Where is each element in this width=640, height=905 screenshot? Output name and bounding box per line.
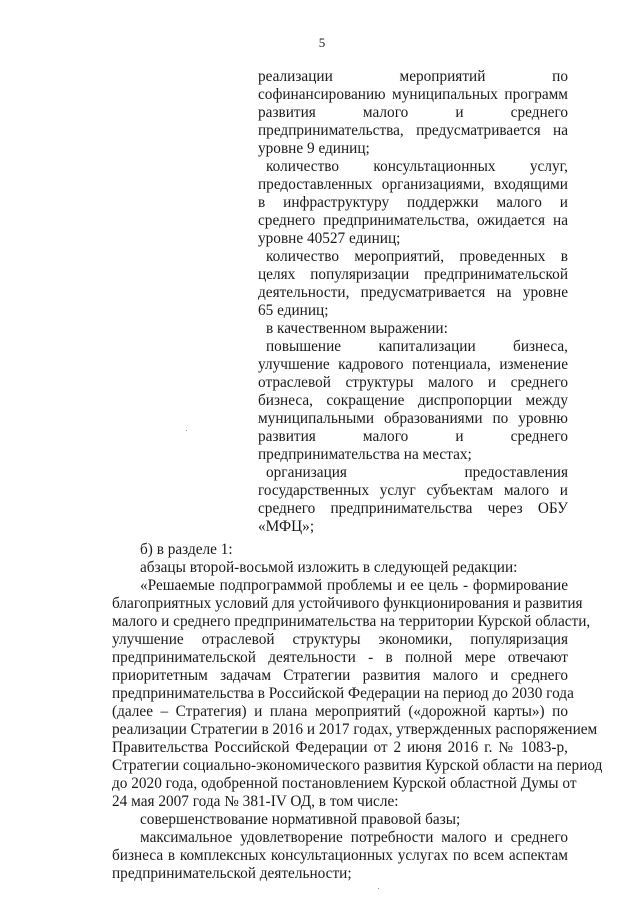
column-line: «МФЦ»; [258,518,315,535]
column-line: организация предоставления [266,464,568,481]
body-line: реализации Стратегии в 2016 и 2017 годах, утвержденных распоряжением [112,721,598,738]
column-line: деятельности, предусматривается на уровне [258,284,568,301]
column-line: уровне 9 единиц; [258,140,370,157]
body-line: «Решаемые подпрограммой проблемы и ее цель - формирование [140,577,568,594]
column-line: государственных услуг субъектам малого и [258,482,568,499]
page-number: 5 [318,35,326,50]
column-line: количество мероприятий, проведенных в [266,248,568,265]
body-line: б) в разделе 1: [140,541,233,558]
column-line: предпринимательства, предусматривается на [258,122,568,139]
column-line: софинансированию муниципальных программ [258,86,568,103]
column-line: среднего предпринимательства, ожидается на [258,212,568,229]
body-line: предпринимательской деятельности; [112,865,352,882]
column-line: улучшение кадрового потенциала, изменение [258,356,568,373]
body-line: малого и среднего предпринимательства на территории Курской области, [112,613,591,630]
column-line: количество консультационных услуг, [266,158,568,175]
body-line: совершенствование нормативной правовой базы; [140,811,461,828]
body-line: Правительства Российской Федерации от 2 июня 2016 г. № 1083-р, [112,739,568,756]
scan-speck [186,430,187,431]
scan-speck [378,888,379,889]
column-line: в качественном выражении: [266,320,448,337]
body-line: максимальное удовлетворение потребности малого и среднего [140,829,568,846]
column-line: отраслевой структуры малого и среднего [258,374,568,391]
column-line: бизнеса, сокращение диспропорции между [258,392,568,409]
column-line: целях популяризации предпринимательской [258,266,568,283]
column-line: в инфраструктуру поддержки малого и [258,194,568,211]
column-line: муниципальными образованиями по уровню [258,410,568,427]
column-line: развития малого и среднего [258,428,568,445]
column-line: 65 единиц; [258,302,329,319]
body-line: Стратегии социально-экономического развития Курской области на период [112,757,603,774]
column-line: среднего предпринимательства через ОБУ [258,500,568,517]
body-line: предпринимательства в Российской Федерации на период до 2030 года [112,685,574,702]
column-line: предпринимательства на местах; [258,446,472,463]
body-line: предпринимательской деятельности - в полной мере отвечают [112,649,568,666]
column-line: развития малого и среднего [258,104,568,121]
body-line: бизнеса в комплексных консультационных услугах по всем аспектам [112,847,568,864]
body-line: до 2020 года, одобренной постановлением Курской областной Думы от [112,775,577,792]
body-line: абзацы второй-восьмой изложить в следующей редакции: [140,559,518,576]
column-line: уровне 40527 единиц; [258,230,401,247]
body-line: (далее – Стратегия) и плана мероприятий («дорожной карты») по [112,703,568,720]
column-line: повышение капитализации бизнеса, [266,338,568,355]
column-line: предоставленных организациями, входящими [258,176,568,193]
body-line: приоритетным задачам Стратегии развития малого и среднего [112,667,568,684]
body-line: благоприятных условий для устойчивого функционирования и развития [112,595,583,612]
column-line: реализации мероприятий по [258,68,568,85]
body-line: 24 мая 2007 года № 381-IV ОД, в том числе: [112,793,399,810]
body-line: улучшение отраслевой структуры экономики, популяризация [112,631,568,648]
